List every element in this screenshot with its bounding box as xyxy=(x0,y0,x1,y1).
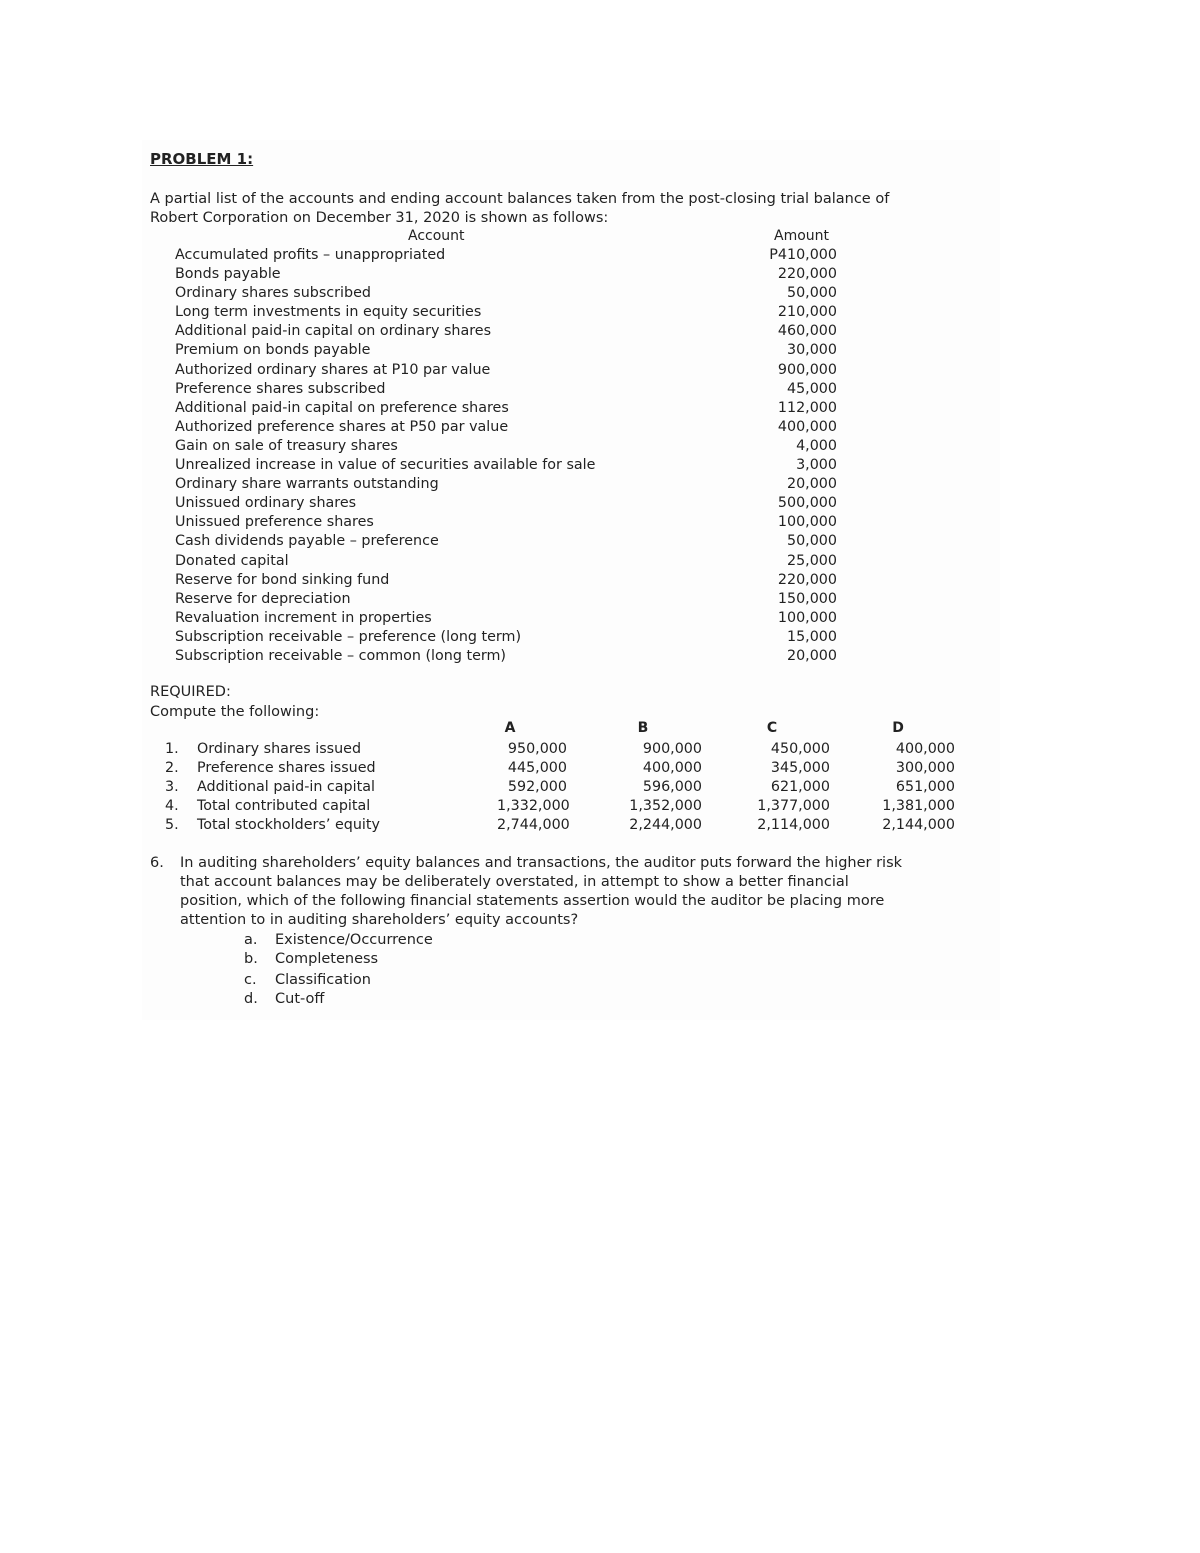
question-text xyxy=(180,854,902,930)
question-line: attention to in auditing shareholders’ equity accounts? xyxy=(180,912,579,928)
account-amount: 100,000 xyxy=(777,514,837,531)
option-d-value: 1,381,000 xyxy=(882,798,955,814)
option-a-value: 950,000 xyxy=(507,741,567,757)
requirement-label: Ordinary shares issued xyxy=(197,741,362,757)
account-amount: 25,000 xyxy=(786,552,837,569)
required-heading: REQUIRED: xyxy=(150,684,231,700)
choice-c xyxy=(244,971,433,990)
account-name: Reserve for bond sinking fund xyxy=(175,571,390,588)
table-row xyxy=(175,399,855,418)
account-amount: 150,000 xyxy=(777,590,837,607)
requirement-label: Preference shares issued xyxy=(197,760,376,776)
account-column-header: Account xyxy=(408,228,465,244)
table-row xyxy=(175,456,855,475)
table-row xyxy=(175,303,855,322)
table-row xyxy=(175,418,855,437)
account-name: Bonds payable xyxy=(175,266,281,283)
option-b-value: 400,000 xyxy=(642,760,702,776)
intro-line-1: A partial list of the accounts and ending account balances taken from the post-closing trial balance of xyxy=(150,191,890,207)
option-c-value: 1,377,000 xyxy=(757,798,830,814)
account-amount: 45,000 xyxy=(786,380,837,397)
table-row xyxy=(175,513,855,532)
account-amount: 20,000 xyxy=(786,647,837,664)
requirement-label: Total stockholders’ equity xyxy=(197,817,380,833)
option-a-value: 2,744,000 xyxy=(497,817,570,833)
requirement-number: 3. xyxy=(165,779,179,795)
table-row xyxy=(175,532,855,551)
option-c-value: 345,000 xyxy=(770,760,830,776)
compute-instruction: Compute the following: xyxy=(150,704,320,720)
table-row xyxy=(175,552,855,571)
requirement-label: Additional paid-in capital xyxy=(197,779,375,795)
account-amount: 50,000 xyxy=(786,533,837,550)
amount-column-header: Amount xyxy=(774,228,830,244)
intro-line-2: Robert Corporation on December 31, 2020 is shown as follows: xyxy=(150,210,609,226)
account-amount: 460,000 xyxy=(777,323,837,340)
requirement-label: Total contributed capital xyxy=(197,798,371,814)
option-header-b: B xyxy=(637,720,649,736)
account-name: Additional paid-in capital on preference shares xyxy=(175,399,509,416)
account-name: Ordinary shares subscribed xyxy=(175,285,371,302)
account-amount: 400,000 xyxy=(777,418,837,435)
choice-text: Cut-off xyxy=(275,991,325,1007)
table-row xyxy=(175,361,855,380)
option-d-value: 2,144,000 xyxy=(882,817,955,833)
option-c-value: 450,000 xyxy=(770,741,830,757)
accounts-table xyxy=(175,246,855,666)
account-name: Ordinary share warrants outstanding xyxy=(175,476,439,493)
account-name: Preference shares subscribed xyxy=(175,380,386,397)
choice-d xyxy=(244,990,433,1009)
option-b-value: 1,352,000 xyxy=(629,798,702,814)
requirements-table xyxy=(165,740,955,835)
account-name: Additional paid-in capital on ordinary shares xyxy=(175,323,492,340)
requirement-number: 4. xyxy=(165,798,179,814)
table-row xyxy=(175,494,855,513)
account-amount: P410,000 xyxy=(769,247,837,263)
choice-text: Classification xyxy=(275,972,371,988)
table-row xyxy=(175,265,855,284)
requirement-number: 5. xyxy=(165,817,179,833)
account-amount: 112,000 xyxy=(777,399,837,416)
account-amount: 4,000 xyxy=(796,437,837,454)
requirement-row xyxy=(165,740,955,759)
account-amount: 50,000 xyxy=(786,285,837,302)
problem-title: PROBLEM 1: xyxy=(150,150,254,168)
account-amount: 30,000 xyxy=(786,342,837,359)
table-row xyxy=(175,590,855,609)
account-name: Subscription receivable – common (long term) xyxy=(175,647,506,664)
account-name: Authorized ordinary shares at P10 par value xyxy=(175,361,491,378)
account-name: Subscription receivable – preference (long term) xyxy=(175,628,522,645)
account-name: Reserve for depreciation xyxy=(175,590,351,607)
table-row xyxy=(175,628,855,647)
account-amount: 900,000 xyxy=(777,361,837,378)
account-name: Unissued preference shares xyxy=(175,514,374,531)
table-row xyxy=(175,571,855,590)
account-name: Cash dividends payable – preference xyxy=(175,533,439,550)
option-d-value: 400,000 xyxy=(895,741,955,757)
answer-choices xyxy=(244,931,433,1009)
account-amount: 100,000 xyxy=(777,609,837,626)
table-row xyxy=(175,284,855,303)
option-a-value: 592,000 xyxy=(507,779,567,795)
option-a-value: 445,000 xyxy=(507,760,567,776)
account-name: Gain on sale of treasury shares xyxy=(175,437,398,454)
choice-text: Completeness xyxy=(275,951,379,967)
option-b-value: 900,000 xyxy=(642,741,702,757)
option-b-value: 596,000 xyxy=(642,779,702,795)
choice-letter: b. xyxy=(244,951,258,967)
account-amount: 220,000 xyxy=(777,571,837,588)
account-amount: 220,000 xyxy=(777,266,837,283)
option-header-a: A xyxy=(504,720,516,736)
account-amount: 210,000 xyxy=(777,304,837,321)
option-a-value: 1,332,000 xyxy=(497,798,570,814)
account-name: Unissued ordinary shares xyxy=(175,495,357,512)
option-d-value: 300,000 xyxy=(895,760,955,776)
option-c-value: 2,114,000 xyxy=(757,817,830,833)
account-name: Premium on bonds payable xyxy=(175,342,371,359)
account-name: Unrealized increase in value of securities available for sale xyxy=(175,457,596,474)
table-row xyxy=(175,437,855,456)
question-line: In auditing shareholders’ equity balances and transactions, the auditor puts forward the higher risk xyxy=(180,855,903,871)
requirement-number: 2. xyxy=(165,760,179,776)
table-row xyxy=(175,609,855,628)
question-line: position, which of the following financial statements assertion would the auditor be placing more xyxy=(180,893,885,909)
table-row xyxy=(175,322,855,341)
choice-a xyxy=(244,931,433,950)
requirement-number: 1. xyxy=(165,741,179,757)
account-name: Accumulated profits – unappropriated xyxy=(175,247,446,263)
table-row xyxy=(175,647,855,666)
account-amount: 3,000 xyxy=(796,457,837,474)
option-b-value: 2,244,000 xyxy=(629,817,702,833)
requirement-row xyxy=(165,816,955,835)
question-line: that account balances may be deliberately overstated, in attempt to show a better financial xyxy=(180,874,849,890)
account-name: Donated capital xyxy=(175,552,289,569)
choice-letter: d. xyxy=(244,991,258,1007)
option-d-value: 651,000 xyxy=(895,779,955,795)
account-name: Revaluation increment in properties xyxy=(175,609,432,626)
account-name: Authorized preference shares at P50 par value xyxy=(175,418,509,435)
choice-letter: a. xyxy=(244,932,258,948)
account-amount: 500,000 xyxy=(777,495,837,512)
account-amount: 20,000 xyxy=(786,476,837,493)
intro-paragraph xyxy=(150,190,889,228)
account-name: Long term investments in equity securities xyxy=(175,304,482,321)
account-amount: 15,000 xyxy=(786,628,837,645)
option-header-d: D xyxy=(892,720,904,736)
requirement-row xyxy=(165,759,955,778)
choice-letter: c. xyxy=(244,972,257,988)
requirement-row xyxy=(165,797,955,816)
table-row xyxy=(175,475,855,494)
choice-b xyxy=(244,950,433,969)
table-row xyxy=(175,246,855,265)
question-number: 6. xyxy=(150,855,164,871)
table-row xyxy=(175,380,855,399)
table-row xyxy=(175,341,855,360)
choice-text: Existence/Occurrence xyxy=(275,932,433,948)
requirement-row xyxy=(165,778,955,797)
option-header-c: C xyxy=(766,720,778,736)
option-c-value: 621,000 xyxy=(770,779,830,795)
